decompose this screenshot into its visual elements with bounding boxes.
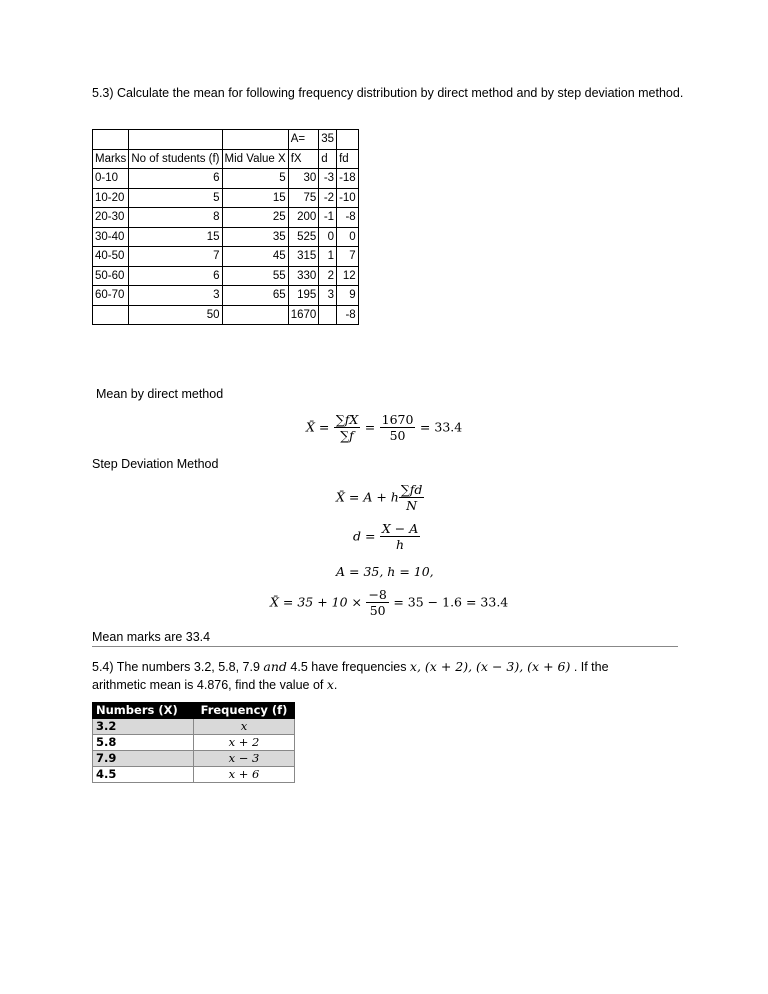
question-5-3: 5.3) Calculate the mean for following frequency distribution by direct method and by step deviation method. <box>92 86 684 100</box>
step-calculation: X̄ = 35 + 10 × $\frac{-8}{50}$ = 35 − 1.6 = 33.4 <box>270 587 509 618</box>
table-total-row: 50 1670 -8 <box>93 305 359 325</box>
table-row: 4.5 x + 6 <box>93 767 295 783</box>
table-row: 50-60 6 55 330 2 12 <box>93 266 359 286</box>
table-row: A= 35 <box>93 130 359 150</box>
table-header-row: Numbers (X) Frequency (f) <box>93 703 295 719</box>
question-5-4: 5.4) The numbers 3.2, 5.8, 7.9 and 4.5 have frequencies x, (x + 2), (x − 3), (x + 6) . If the arithmetic mean is 4.876, find the value of x. <box>92 659 609 692</box>
divider <box>92 646 678 647</box>
table-row: 5.8 x + 2 <box>93 735 295 751</box>
step-deviation-heading: Step Deviation Method <box>92 457 219 471</box>
direct-method-heading: Mean by direct method <box>96 387 224 401</box>
table-row: 7.9 x − 3 <box>93 751 295 767</box>
table-row: 0-10 6 5 30 -3 -18 <box>93 169 359 189</box>
table-row: 10-20 5 15 75 -2 -10 <box>93 188 359 208</box>
step-formula-d: d = $\frac{X - A}{h}$ <box>353 521 419 552</box>
table-row: 30-40 15 35 525 0 0 <box>93 227 359 247</box>
table-header-row: Marks No of students (f) Mid Value X fX d fd <box>93 149 359 169</box>
frequency-table <box>92 129 359 325</box>
step-formula-mean: X̄ = A + h $\frac{\sum fd}{N}$ <box>336 482 423 513</box>
table-row: 40-50 7 45 315 1 7 <box>93 247 359 267</box>
direct-method-formula: X̄ = $\frac{\sum fX}{\sum f}$ = $\frac{1670}{50}$ = 33.4 <box>306 412 463 443</box>
table-row: 60-70 3 65 195 3 9 <box>93 286 359 306</box>
step-values: A = 35, h = 10, <box>336 564 434 579</box>
numbers-frequency-table <box>92 702 295 783</box>
table-row: 20-30 8 25 200 -1 -8 <box>93 208 359 228</box>
table-row: 3.2 x <box>93 719 295 735</box>
conclusion: Mean marks are 33.4 <box>92 630 211 644</box>
